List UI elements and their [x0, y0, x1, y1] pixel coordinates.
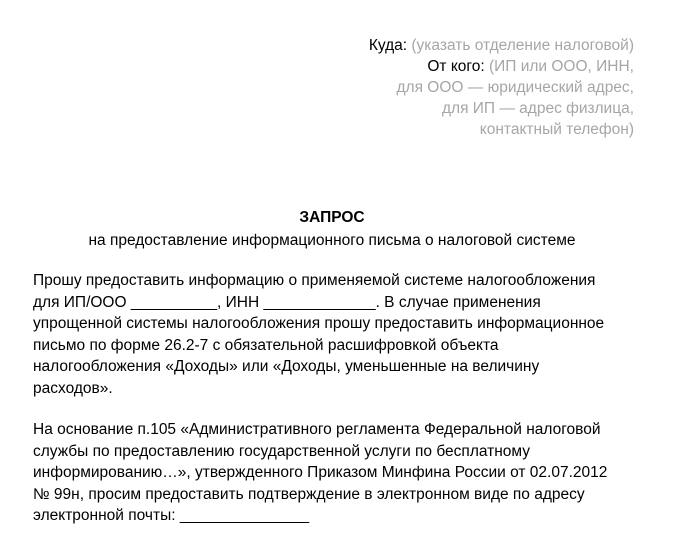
from-placeholder-line: для ИП — адрес физлица,	[442, 100, 634, 117]
paragraph-line: Прошу предоставить информацию о применяемой системе налогообложения	[33, 272, 596, 289]
paragraph-line: для ИП/ООО __________, ИНН _____________. В случае применения	[33, 293, 541, 311]
paragraph-line: упрощенной системы налогообложения прошу предоставить информационное	[33, 315, 605, 332]
paragraph-line: информированию…», утвержденного Приказом Минфина России от 02.07.2012	[33, 464, 608, 481]
from-placeholder-line: контактный телефон)	[479, 121, 634, 138]
from-label: От кого:	[427, 58, 485, 75]
paragraph-line: налогообложения «Доходы» или «Доходы, уменьшенные на величину	[33, 358, 540, 375]
from-placeholder-line: (ИП или ООО, ИНН,	[488, 58, 634, 75]
document-heading	[0, 206, 664, 252]
from-line	[369, 56, 634, 77]
document-subtitle: на предоставление информационного письма о налоговой системе	[88, 232, 576, 249]
paragraph-line: расходов».	[33, 379, 113, 397]
request-paragraph	[33, 270, 653, 399]
to-label: Куда:	[368, 37, 408, 54]
to-placeholder: (указать отделение налоговой)	[411, 37, 634, 54]
to-line	[369, 35, 634, 56]
paragraph-line: электронной почты: _______________	[33, 507, 310, 524]
paragraph-line: письмо по форме 26.2-7 с обязательной расшифровкой объекта	[33, 336, 499, 354]
document-title: ЗАПРОС	[299, 209, 365, 226]
addressee-block	[369, 35, 634, 140]
paragraph-line: № 99н, просим предоставить подтверждение в электронном виде по адресу	[33, 485, 585, 503]
from-placeholder-line: для ООО — юридический адрес,	[396, 79, 634, 96]
legal-basis-paragraph	[33, 419, 653, 527]
paragraph-line: На основание п.105 «Административного регламента Федеральной налоговой	[33, 421, 601, 438]
paragraph-line: службы по предоставлению государственной услуги по бесплатному	[33, 442, 530, 460]
